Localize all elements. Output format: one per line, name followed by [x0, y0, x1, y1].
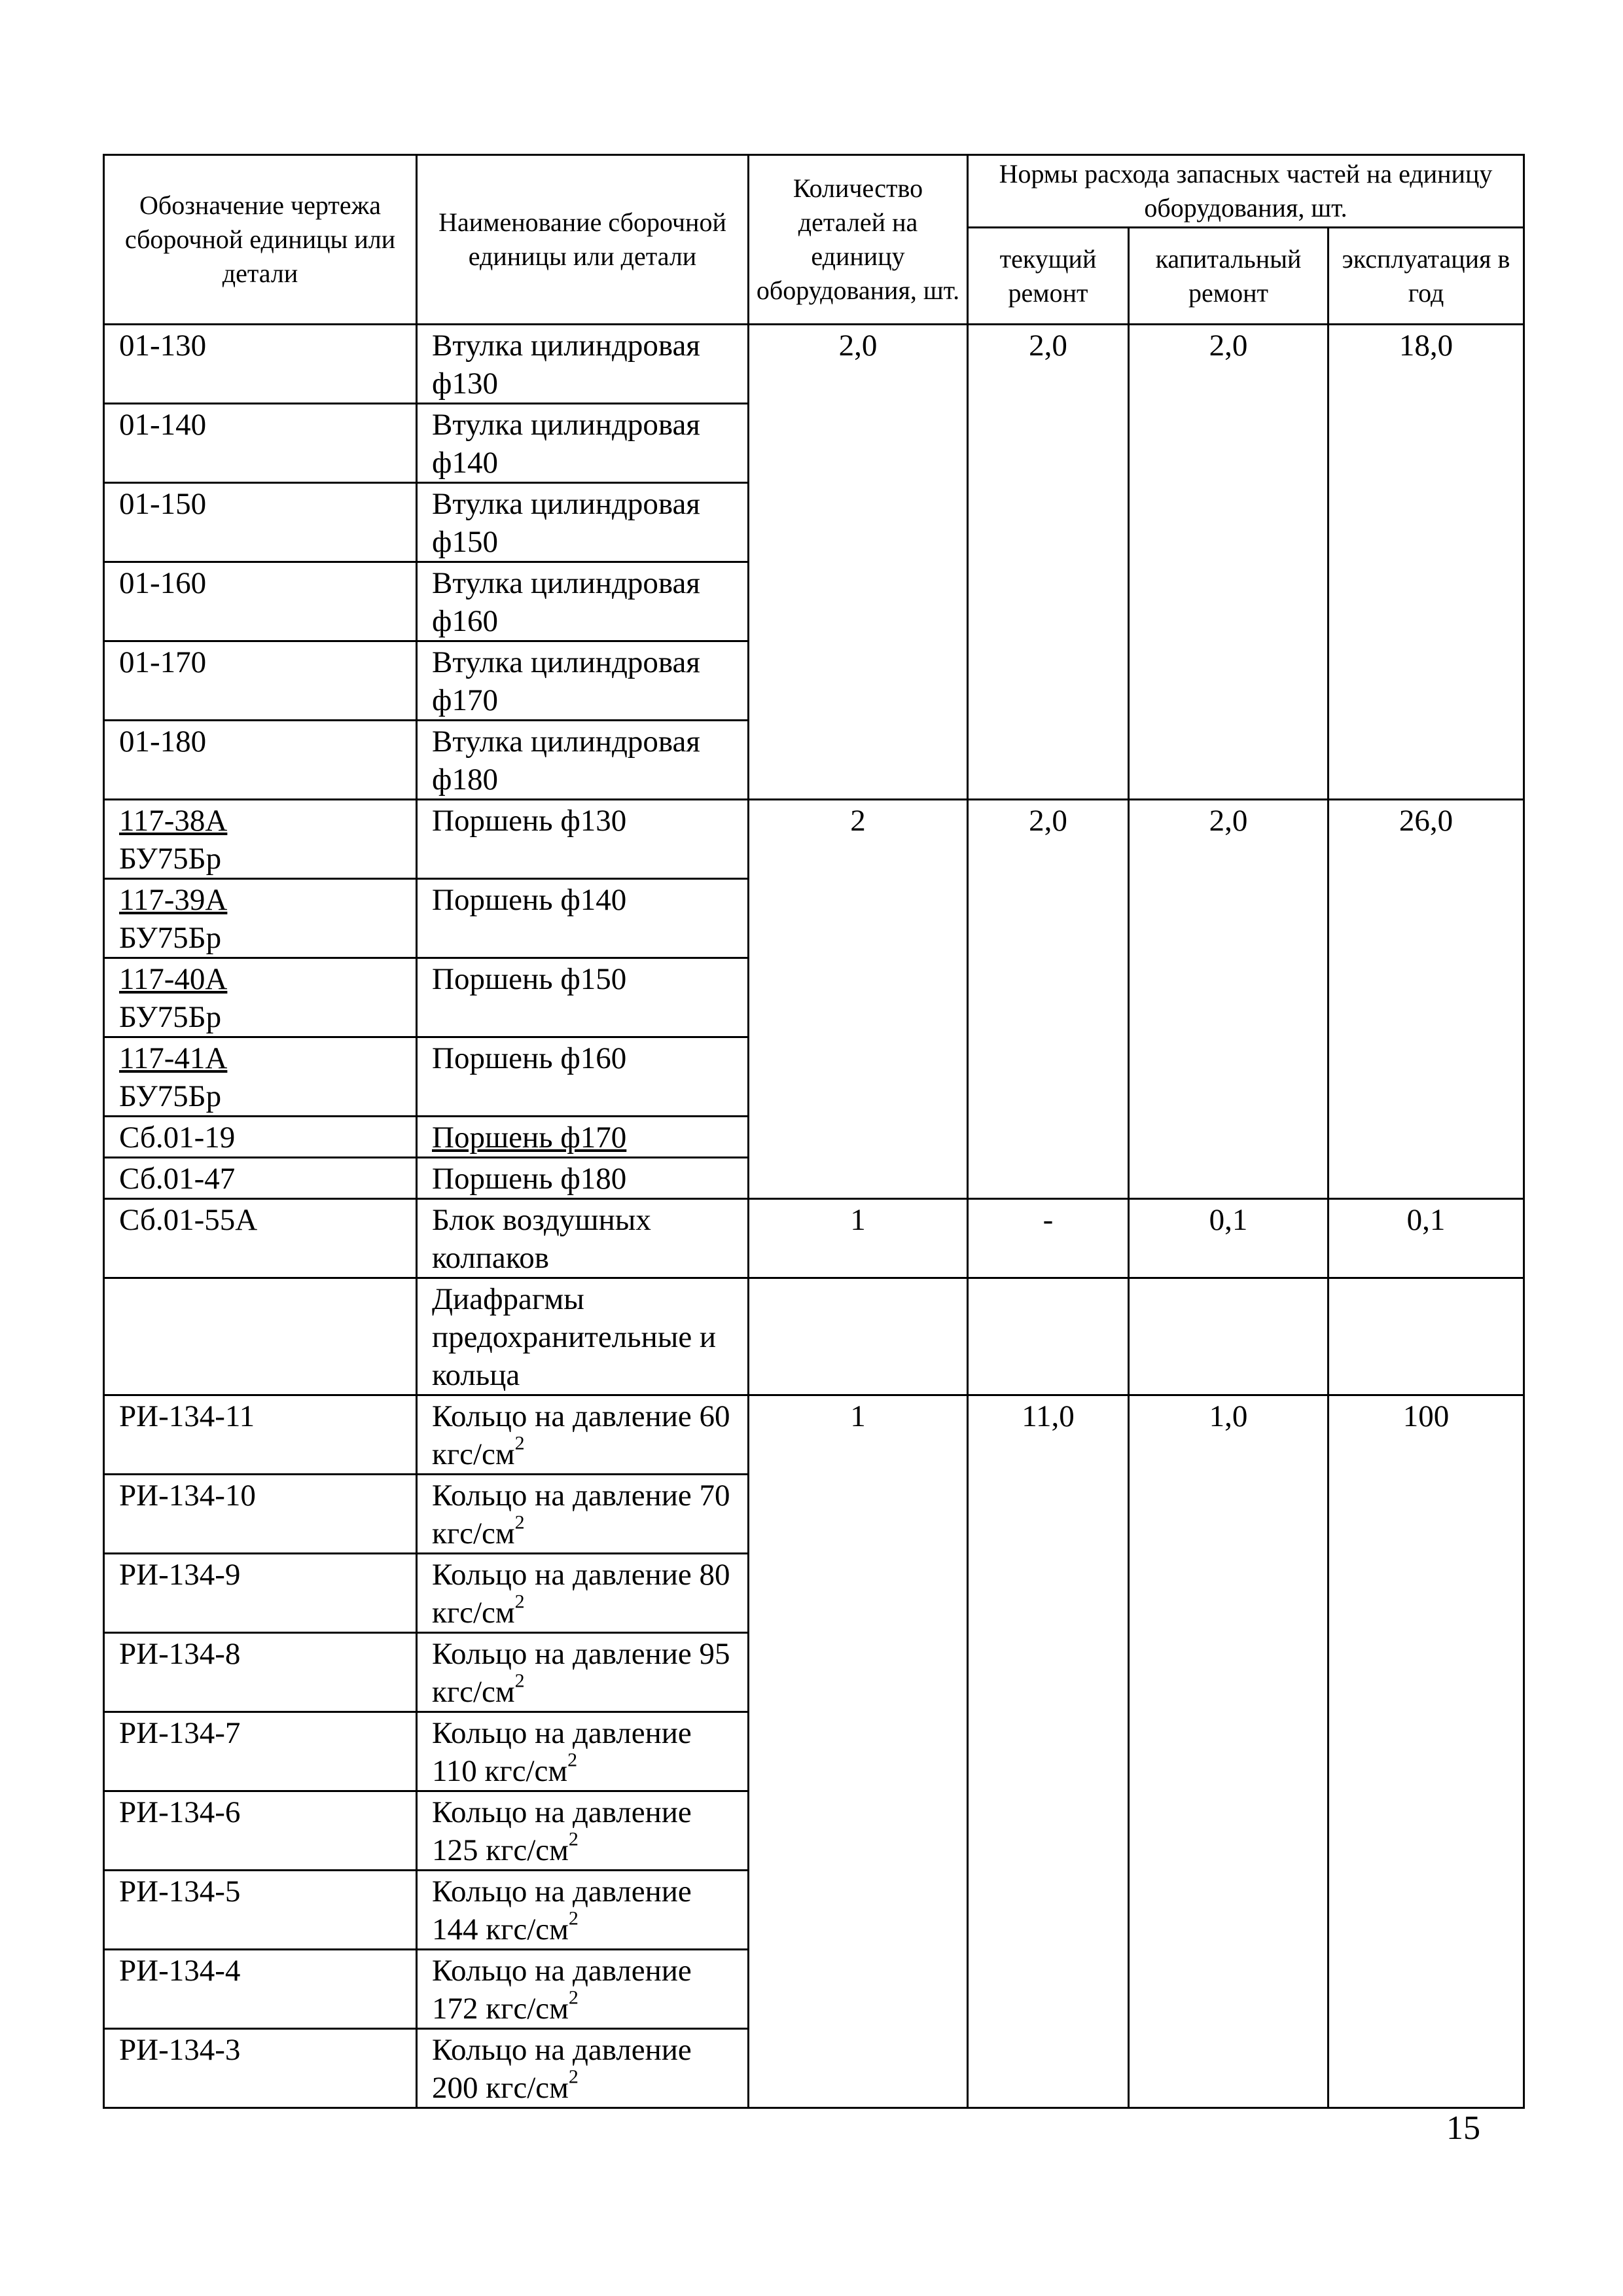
- ring-pressure: 70: [699, 1479, 730, 1513]
- name-cell: Втулка цилиндровая ф170: [417, 641, 749, 721]
- designation-cell: РИ-134-9: [104, 1554, 417, 1633]
- designation-cell: РИ-134-7: [104, 1712, 417, 1791]
- ring-pressure: 95: [699, 1637, 730, 1671]
- designation-cell: 01-180: [104, 721, 417, 800]
- name-cell: Поршень ф130: [417, 800, 749, 879]
- designation-cell: [104, 800, 417, 879]
- unit-exponent: 2: [514, 1432, 525, 1454]
- name-cell: Втулка цилиндровая ф160: [417, 562, 749, 641]
- spare-parts-table: [103, 154, 1525, 2109]
- header-designation: Обозначение чертежа сборочной единицы или детали: [104, 155, 417, 325]
- ring-pressure: 172: [432, 1992, 478, 2026]
- table-row: [104, 1395, 1524, 1475]
- unit-exponent: 2: [568, 1907, 579, 1929]
- ring-pressure: 144: [432, 1912, 478, 1946]
- name-cell: [417, 1395, 749, 1475]
- designation-cell: РИ-134-11: [104, 1395, 417, 1475]
- designation-code: 117-40А: [119, 962, 228, 996]
- designation-model: БУ75Бр: [119, 921, 222, 955]
- designation-cell: Сб.01-47: [104, 1158, 417, 1199]
- name-cell: Блок воздушных колпаков: [417, 1199, 749, 1278]
- ring-pressure: 125: [432, 1833, 478, 1867]
- ring-name-prefix: Кольцо на давление: [432, 1399, 692, 1433]
- quantity-cell: 2: [749, 800, 968, 1199]
- designation-cell: 01-140: [104, 404, 417, 483]
- yearly-cell: 26,0: [1329, 800, 1524, 1199]
- ring-pressure: 200: [432, 2071, 478, 2105]
- unit-exponent: 2: [514, 1590, 525, 1613]
- unit-exponent: 2: [514, 1670, 525, 1692]
- header-current-repair: текущий ремонт: [968, 228, 1129, 325]
- name-cell: [417, 1712, 749, 1791]
- designation-model: БУ75Бр: [119, 1000, 222, 1034]
- ring-unit: кгс/см: [432, 1437, 515, 1471]
- page-number: 15: [1446, 2109, 1480, 2147]
- name-cell: [417, 1633, 749, 1712]
- designation-cell: Сб.01-19: [104, 1117, 417, 1158]
- table-row: [104, 800, 1524, 879]
- ring-pressure: 80: [699, 1558, 730, 1592]
- header-norms: Нормы расхода запасных частей на единицу оборудования, шт.: [968, 155, 1524, 228]
- current-repair-cell: -: [968, 1199, 1129, 1278]
- ring-name-prefix: Кольцо на давление: [432, 1479, 692, 1513]
- unit-exponent: 2: [568, 2066, 579, 2088]
- name-cell: [417, 1871, 749, 1950]
- designation-code: 117-39А: [119, 883, 228, 917]
- ring-pressure: 60: [699, 1399, 730, 1433]
- capital-repair-cell: 0,1: [1129, 1199, 1329, 1278]
- ring-name-prefix: Кольцо на давление: [432, 1795, 692, 1829]
- quantity-cell: 1: [749, 1395, 968, 2108]
- capital-repair-cell: 2,0: [1129, 325, 1329, 800]
- designation-cell: 01-170: [104, 641, 417, 721]
- designation-cell: РИ-134-5: [104, 1871, 417, 1950]
- unit-exponent: 2: [568, 1828, 579, 1850]
- quantity-cell: [749, 1278, 968, 1395]
- header-name: Наименование сборочной единицы или детали: [417, 155, 749, 325]
- yearly-cell: [1329, 1278, 1524, 1395]
- ring-unit: кгс/см: [486, 2071, 569, 2105]
- name-cell: Поршень ф150: [417, 958, 749, 1037]
- name-cell: Поршень ф170: [417, 1117, 749, 1158]
- name-cell: [417, 1950, 749, 2029]
- name-cell: Втулка цилиндровая ф150: [417, 483, 749, 562]
- designation-cell: РИ-134-8: [104, 1633, 417, 1712]
- ring-unit: кгс/см: [432, 1516, 515, 1551]
- ring-unit: кгс/см: [432, 1596, 515, 1630]
- designation-cell: 01-130: [104, 325, 417, 404]
- name-cell: Поршень ф140: [417, 879, 749, 958]
- name-cell: [417, 1554, 749, 1633]
- name-cell: Втулка цилиндровая ф140: [417, 404, 749, 483]
- ring-pressure: 110: [432, 1754, 477, 1788]
- designation-cell: [104, 1278, 417, 1395]
- ring-name-prefix: Кольцо на давление: [432, 1716, 692, 1750]
- current-repair-cell: 2,0: [968, 325, 1129, 800]
- capital-repair-cell: [1129, 1278, 1329, 1395]
- designation-model: БУ75Бр: [119, 1079, 222, 1113]
- designation-cell: РИ-134-3: [104, 2029, 417, 2108]
- table-row: [104, 1199, 1524, 1278]
- ring-unit: кгс/см: [486, 1912, 569, 1946]
- yearly-cell: 100: [1329, 1395, 1524, 2108]
- ring-name-prefix: Кольцо на давление: [432, 1874, 692, 1909]
- name-cell: Втулка цилиндровая ф180: [417, 721, 749, 800]
- header-quantity: Количество деталей на единицу оборудования, шт.: [749, 155, 968, 325]
- table-row: [104, 325, 1524, 404]
- ring-unit: кгс/см: [484, 1754, 568, 1788]
- ring-unit: кгс/см: [486, 1833, 569, 1867]
- designation-cell: РИ-134-10: [104, 1475, 417, 1554]
- header-operation-per-year: эксплуатация в год: [1329, 228, 1524, 325]
- yearly-cell: 18,0: [1329, 325, 1524, 800]
- ring-name-prefix: Кольцо на давление: [432, 2033, 692, 2067]
- ring-name-prefix: Кольцо на давление: [432, 1558, 692, 1592]
- header-capital-repair: капитальный ремонт: [1129, 228, 1329, 325]
- quantity-cell: 2,0: [749, 325, 968, 800]
- current-repair-cell: 2,0: [968, 800, 1129, 1199]
- current-repair-cell: [968, 1278, 1129, 1395]
- designation-cell: [104, 879, 417, 958]
- name-cell: Диафрагмы предохранительные и кольца: [417, 1278, 749, 1395]
- capital-repair-cell: 1,0: [1129, 1395, 1329, 2108]
- name-cell: [417, 1791, 749, 1871]
- designation-cell: 01-160: [104, 562, 417, 641]
- name-cell: Поршень ф180: [417, 1158, 749, 1199]
- ring-name-prefix: Кольцо на давление: [432, 1637, 692, 1671]
- name-cell: Втулка цилиндровая ф130: [417, 325, 749, 404]
- name-cell: Поршень ф160: [417, 1037, 749, 1117]
- unit-exponent: 2: [567, 1749, 578, 1771]
- capital-repair-cell: 2,0: [1129, 800, 1329, 1199]
- designation-cell: РИ-134-6: [104, 1791, 417, 1871]
- designation-cell: РИ-134-4: [104, 1950, 417, 2029]
- designation-code: 117-38А: [119, 804, 228, 838]
- ring-unit: кгс/см: [432, 1675, 515, 1709]
- unit-exponent: 2: [514, 1511, 525, 1534]
- name-cell: [417, 1475, 749, 1554]
- ring-name-prefix: Кольцо на давление: [432, 1954, 692, 1988]
- designation-cell: [104, 1037, 417, 1117]
- name-cell: [417, 2029, 749, 2108]
- quantity-cell: 1: [749, 1199, 968, 1278]
- designation-model: БУ75Бр: [119, 842, 222, 876]
- designation-cell: 01-150: [104, 483, 417, 562]
- current-repair-cell: 11,0: [968, 1395, 1129, 2108]
- designation-code: 117-41А: [119, 1041, 228, 1075]
- designation-cell: Сб.01-55А: [104, 1199, 417, 1278]
- yearly-cell: 0,1: [1329, 1199, 1524, 1278]
- designation-cell: [104, 958, 417, 1037]
- ring-unit: кгс/см: [486, 1992, 569, 2026]
- table-row: [104, 1278, 1524, 1395]
- unit-exponent: 2: [568, 1986, 579, 2009]
